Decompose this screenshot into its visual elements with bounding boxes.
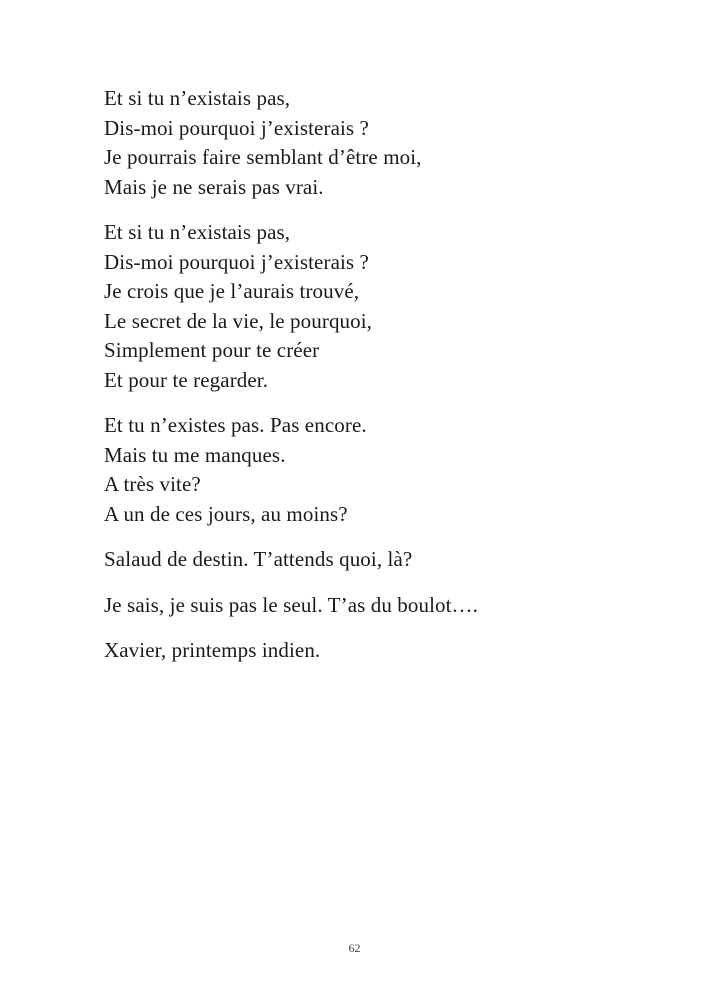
poem-line: Mais je ne serais pas vrai. xyxy=(104,174,324,199)
poem-line: Mais tu me manques. xyxy=(104,442,286,467)
stanza-1 xyxy=(104,84,664,202)
poem-line: Et si tu n’existais pas, xyxy=(104,86,291,110)
poem-line: A un de ces jours, au moins? xyxy=(104,501,348,526)
poem-line: Xavier, printemps indien. xyxy=(104,638,321,662)
signature-line xyxy=(104,636,664,666)
stanza-4 xyxy=(104,545,664,575)
poem-line: Et si tu n’existais pas, xyxy=(104,220,291,244)
poem-line: Et tu n’existes pas. Pas encore. xyxy=(104,413,367,437)
poem-line: Le secret de la vie, le pourquoi, xyxy=(104,308,373,333)
stanza-2 xyxy=(104,218,664,395)
poem-line: A très vite? xyxy=(104,472,201,496)
poem-line: Dis-moi pourquoi j’existerais ? xyxy=(104,249,369,274)
page-number: 62 xyxy=(348,941,361,955)
poem-line: Salaud de destin. T’attends quoi, là? xyxy=(104,547,413,571)
stanza-3 xyxy=(104,411,664,529)
stanza-5 xyxy=(104,591,664,621)
poem-line: Je sais, je suis pas le seul. T’as du boulot…. xyxy=(104,592,479,617)
poem-body xyxy=(104,84,664,682)
poem-line: Et pour te regarder. xyxy=(104,367,269,392)
poem-line: Dis-moi pourquoi j’existerais ? xyxy=(104,115,369,140)
poem-line: Je crois que je l’aurais trouvé, xyxy=(104,279,360,303)
poem-line: Je pourrais faire semblant d’être moi, xyxy=(104,145,422,169)
poem-line: Simplement pour te créer xyxy=(104,338,320,362)
